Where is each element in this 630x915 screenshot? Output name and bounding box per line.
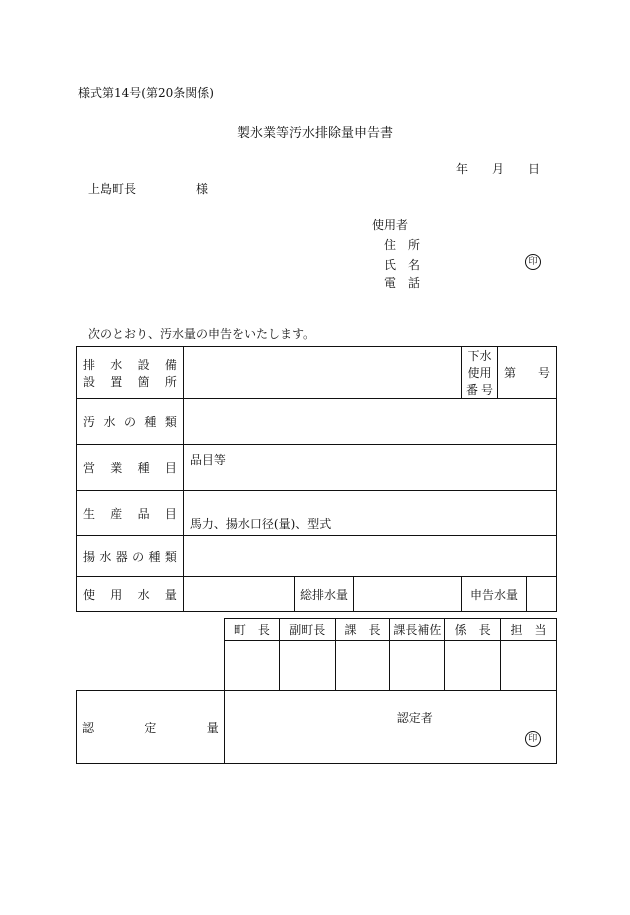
product-field[interactable] [183, 491, 556, 536]
approval-header-subsection-chief: 係 長 [445, 619, 501, 641]
address-label-2: 所 [408, 238, 421, 252]
addressee-name: 上島町長 [88, 182, 137, 196]
sewer-number-field[interactable]: 第 号 [498, 347, 557, 399]
date-month-label: 月 [492, 162, 505, 176]
approval-stamp-assistant-chief[interactable] [390, 641, 445, 691]
declaration-table [76, 346, 557, 612]
approval-header-assistant-chief: 課長補佐 [390, 619, 445, 641]
approval-stamp-mayor[interactable] [225, 641, 280, 691]
certifier-seal-icon: 印 [525, 731, 541, 747]
certified-amount-field[interactable] [224, 691, 556, 764]
form-number: 様式第14号(第20条関係) [78, 86, 214, 100]
drainage-location-label: 排 水 設 備 設 置 箇 所 [77, 347, 184, 399]
drainage-location-field[interactable] [183, 347, 461, 399]
approval-header-section-chief: 課 長 [335, 619, 390, 641]
applicant-label: 使用者 [372, 218, 409, 232]
address-label-1: 住 [384, 238, 397, 252]
name-label-2: 名 [408, 258, 421, 272]
certified-amount-label: 認 定 量 [77, 691, 225, 764]
intro-text: 次のとおり、汚水量の申告をいたします。 [88, 327, 316, 341]
total-drain-label: 総排水量 [294, 577, 354, 612]
water-usage-label: 使 用 水 量 [77, 577, 184, 612]
approval-stamp-table [224, 618, 557, 691]
approval-header-deputy-mayor: 副町長 [279, 619, 335, 641]
pump-type-field[interactable] [183, 536, 556, 577]
applicant-seal-icon: 印 [525, 254, 541, 270]
date-day-label: 日 [528, 162, 541, 176]
certifier-label: 認定者 [396, 711, 433, 725]
date-year-label: 年 [456, 162, 469, 176]
sewer-number-label: 下水使用 番 号 [462, 347, 498, 399]
phone-label-1: 電 [384, 276, 397, 290]
approval-header-mayor: 町 長 [225, 619, 280, 641]
business-note: 品目等 [189, 453, 226, 467]
addressee-honorific: 様 [196, 182, 209, 196]
approval-stamp-section-chief[interactable] [335, 641, 390, 691]
approval-stamp-staff[interactable] [501, 641, 557, 691]
phone-label-2: 話 [408, 276, 421, 290]
sewage-type-field[interactable] [183, 399, 556, 445]
product-note: 馬力、揚水口径(量)、型式 [189, 517, 332, 531]
business-type-label: 営 業 種 目 [77, 445, 184, 491]
total-drain-field[interactable] [354, 577, 462, 612]
certification-table [76, 690, 557, 764]
document-title: 製氷業等汚水排除量申告書 [236, 126, 393, 141]
approval-stamp-deputy-mayor[interactable] [279, 641, 335, 691]
approval-header-staff: 担 当 [501, 619, 557, 641]
pump-type-label: 揚 水 器 の 種 類 [77, 536, 184, 577]
declared-water-label: 申告水量 [462, 577, 527, 612]
declared-water-field[interactable] [526, 577, 556, 612]
name-label-1: 氏 [384, 258, 397, 272]
sewage-type-label: 汚 水 の 種 類 [77, 399, 184, 445]
water-usage-field[interactable] [183, 577, 294, 612]
product-label: 生 産 品 目 [77, 491, 184, 536]
business-type-field[interactable] [183, 445, 556, 491]
approval-stamp-subsection-chief[interactable] [445, 641, 501, 691]
